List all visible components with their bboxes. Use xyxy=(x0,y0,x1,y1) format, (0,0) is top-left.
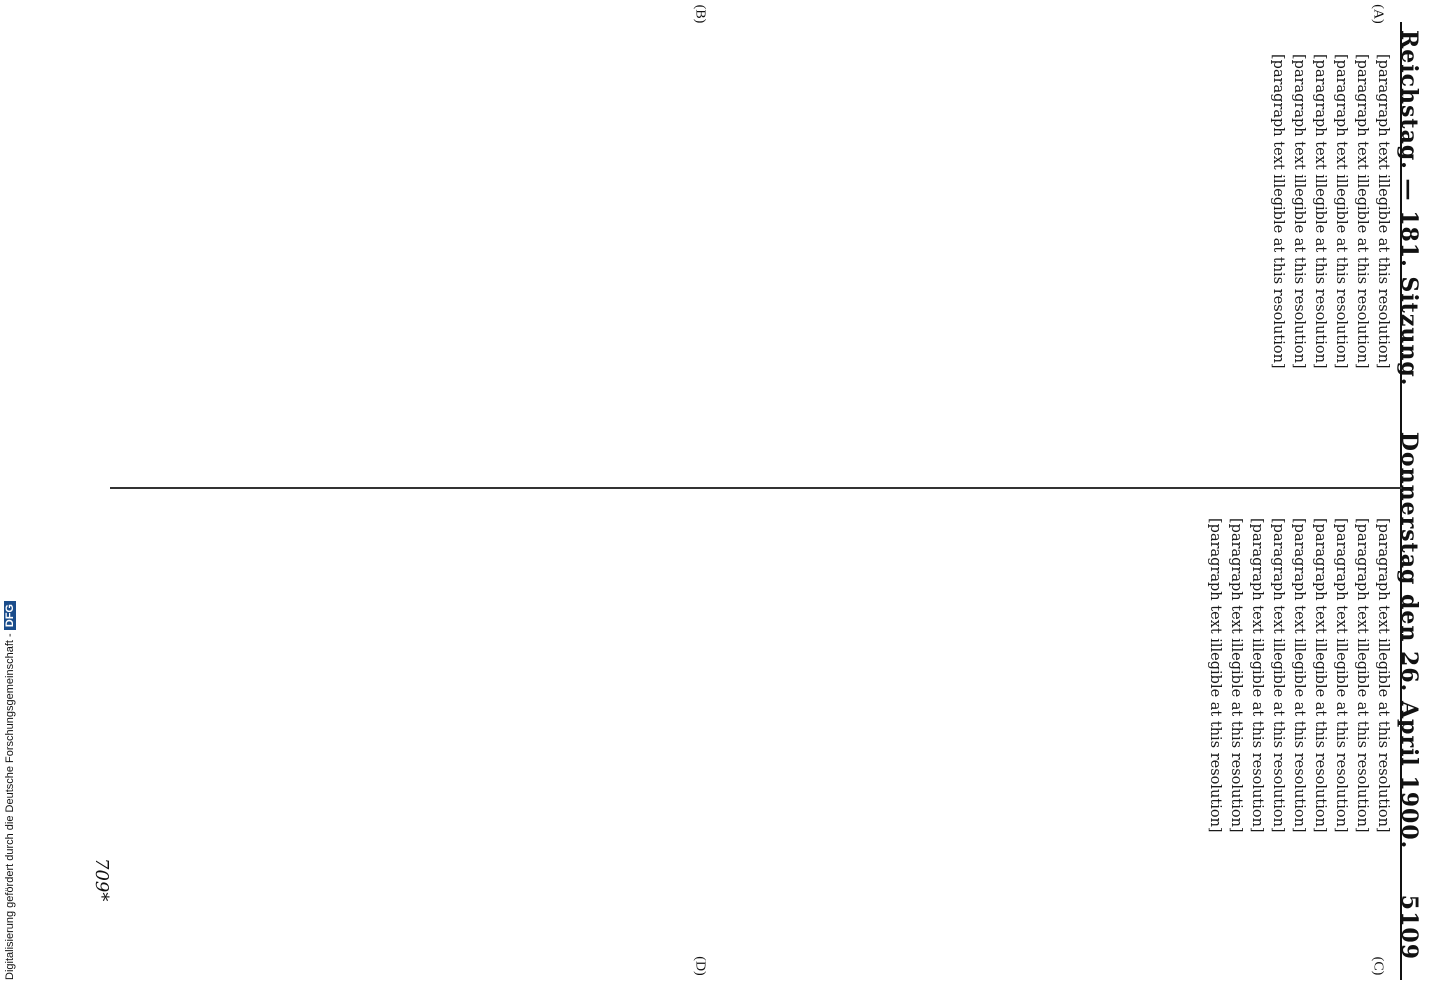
document-page xyxy=(50,0,1434,1000)
footer-text: Digitalisierung gefördert durch die Deutsche Forschungsgemeinschaft - xyxy=(4,633,16,980)
column-marker-d: (D) xyxy=(692,956,708,976)
paragraph: [paragraph text illegible at this resolution] xyxy=(1354,54,1370,369)
header-date: Donnerstag den 26. April 1900. xyxy=(1396,431,1422,850)
header-session: Reichstag. — 181. Sitzung. xyxy=(1396,30,1422,387)
dfg-logo: DFG xyxy=(4,601,16,630)
paragraph: [paragraph text illegible at this resolution] xyxy=(1207,518,1223,833)
paragraph: [paragraph text illegible at this resolution] xyxy=(1333,54,1349,369)
paragraph: [paragraph text illegible at this resolution] xyxy=(1270,518,1286,833)
paragraph: [paragraph text illegible at this resolution] xyxy=(1354,518,1370,833)
paragraph: [paragraph text illegible at this resolution] xyxy=(1333,518,1349,833)
paragraph: [paragraph text illegible at this resolution] xyxy=(1249,518,1265,833)
text-column-right xyxy=(102,500,1392,970)
text-column-left xyxy=(102,36,1392,486)
paragraph: [paragraph text illegible at this resolution] xyxy=(1312,54,1328,369)
column-marker-c: (C) xyxy=(1370,956,1386,976)
paragraph: [paragraph text illegible at this resolution] xyxy=(1375,518,1391,833)
paragraph: [paragraph text illegible at this resolution] xyxy=(1291,54,1307,369)
paragraph: [paragraph text illegible at this resolution] xyxy=(1270,54,1286,369)
column-marker-a: (A) xyxy=(1370,4,1386,24)
signature-number: 709* xyxy=(91,858,112,902)
paragraph: [paragraph text illegible at this resolution] xyxy=(1228,518,1244,833)
page-header xyxy=(1396,30,1422,960)
paragraph: [paragraph text illegible at this resolution] xyxy=(1375,54,1391,369)
paragraph: [paragraph text illegible at this resolution] xyxy=(1291,518,1307,833)
column-divider xyxy=(110,487,1402,489)
header-page-number: 5109 xyxy=(1396,894,1422,960)
paragraph: [paragraph text illegible at this resolution] xyxy=(1312,518,1328,833)
column-marker-b: (B) xyxy=(692,4,708,24)
digitization-credit xyxy=(4,601,16,980)
